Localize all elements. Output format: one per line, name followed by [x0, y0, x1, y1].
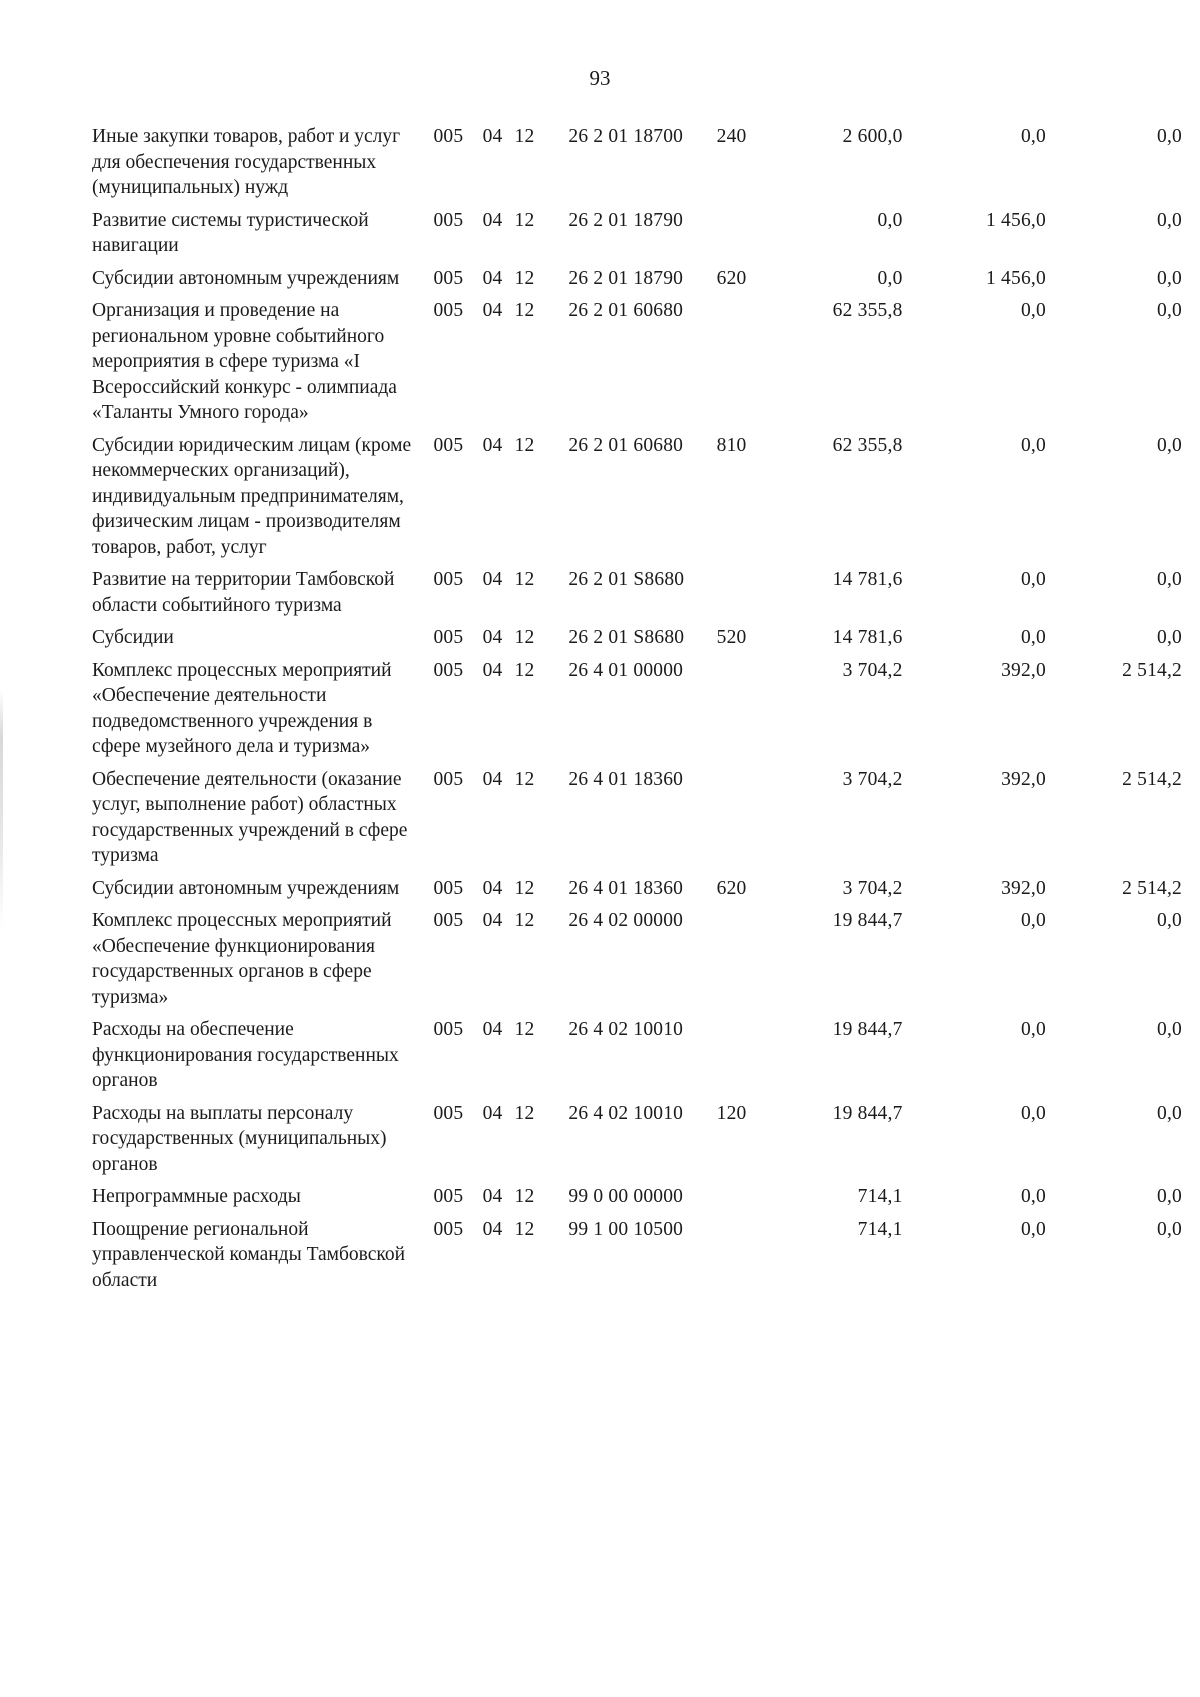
- table-row: [92, 658, 1182, 767]
- ministry-code: 005: [433, 877, 464, 899]
- amount-year-3: 0,0: [1157, 300, 1182, 321]
- target-article-code: 99 0 00 00000: [568, 1186, 684, 1207]
- table-row: [92, 1184, 1182, 1217]
- amount-year-1: 714,1: [857, 1186, 903, 1207]
- target-article-code: 26 2 01 S8680: [568, 627, 685, 648]
- expenditure-name: Расходы на выплаты персоналу государственных (муниципальных) органов: [92, 1102, 387, 1175]
- amount-year-1: 2 600,0: [842, 126, 903, 147]
- amount-year-3: 0,0: [1157, 1218, 1182, 1240]
- amount-year-3: 0,0: [1157, 209, 1182, 231]
- expense-type-code: 810: [716, 434, 747, 456]
- subsection-code: 12: [514, 126, 535, 147]
- expenditure-name: Субсидии юридическим лицам (кроме некоммерческих организаций), индивидуальным предпринимателям, физическим лицам - производителям товаров, работ, услуг: [92, 434, 412, 558]
- table-row: [92, 1101, 1182, 1185]
- subsection-code: 12: [514, 627, 535, 648]
- subsection-code: 12: [514, 569, 535, 590]
- amount-year-3: 2 514,2: [1122, 768, 1182, 790]
- ministry-code: 005: [433, 627, 464, 648]
- expenditure-name: Поощрение региональной управленческой команды Тамбовской области: [92, 1218, 406, 1291]
- target-article-code: 99 1 00 10500: [568, 1218, 684, 1240]
- expense-type-code: 620: [716, 267, 747, 289]
- target-article-code: 26 2 01 60680: [568, 300, 684, 321]
- amount-year-2: 0,0: [1020, 1019, 1046, 1040]
- expenditure-name: Субсидии автономным учреждениям: [92, 877, 400, 899]
- amount-year-1: 3 704,2: [842, 768, 903, 790]
- target-article-code: 26 4 01 18360: [568, 768, 684, 790]
- amount-year-3: 0,0: [1157, 434, 1182, 456]
- ministry-code: 005: [433, 1102, 464, 1124]
- ministry-code: 005: [433, 209, 464, 231]
- expenditure-name: Субсидии автономным учреждениям: [92, 267, 400, 289]
- expenditure-name: Обеспечение деятельности (оказание услуг, выполнение работ) областных государственных учреждений в сфере туризма: [92, 768, 408, 866]
- subsection-code: 12: [514, 267, 535, 289]
- amount-year-2: 0,0: [1020, 1102, 1046, 1124]
- amount-year-2: 1 456,0: [986, 267, 1046, 289]
- table-row: [92, 567, 1182, 625]
- amount-year-2: 0,0: [1020, 910, 1046, 931]
- amount-year-3: 0,0: [1157, 1102, 1182, 1124]
- ministry-code: 005: [433, 659, 464, 681]
- amount-year-2: 392,0: [1001, 768, 1046, 790]
- section-code: 04: [482, 659, 503, 681]
- amount-year-2: 392,0: [1001, 877, 1046, 899]
- section-code: 04: [482, 126, 503, 147]
- amount-year-3: 0,0: [1157, 910, 1182, 931]
- subsection-code: 12: [514, 434, 535, 456]
- expenditure-name: Развитие системы туристической навигации: [92, 209, 369, 256]
- ministry-code: 005: [433, 1186, 464, 1207]
- subsection-code: 12: [514, 300, 535, 321]
- expense-type-code: 520: [716, 627, 747, 648]
- expenditure-name: Непрограммные расходы: [92, 1186, 301, 1207]
- section-code: 04: [482, 300, 503, 321]
- amount-year-3: 2 514,2: [1122, 877, 1182, 899]
- amount-year-3: 0,0: [1157, 1019, 1182, 1040]
- target-article-code: 26 2 01 18790: [568, 267, 684, 289]
- section-code: 04: [482, 569, 503, 590]
- table-row: [92, 1217, 1182, 1301]
- section-code: 04: [482, 910, 503, 931]
- expense-type-code: [717, 1017, 770, 1101]
- amount-year-1: 14 781,6: [832, 569, 903, 590]
- amount-year-3: 0,0: [1157, 569, 1182, 590]
- ministry-code: 005: [433, 267, 464, 289]
- amount-year-1: 62 355,8: [832, 434, 903, 456]
- target-article-code: 26 2 01 S8680: [568, 569, 685, 590]
- amount-year-1: 62 355,8: [832, 300, 903, 321]
- expenditure-name: Организация и проведение на региональном уровне событийного мероприятия в сфере туризма «I Всероссийский конкурс - олимпиада «Таланты Умного города»: [92, 300, 397, 423]
- expenditure-name: Развитие на территории Тамбовской области событийного туризма: [92, 569, 395, 616]
- section-code: 04: [482, 627, 503, 648]
- amount-year-2: 392,0: [1001, 659, 1046, 681]
- amount-year-1: 19 844,7: [832, 910, 903, 931]
- section-code: 04: [482, 434, 503, 456]
- budget-table: [92, 124, 1182, 1300]
- table-row: [92, 266, 1182, 299]
- amount-year-3: 0,0: [1157, 627, 1182, 648]
- target-article-code: 26 4 02 10010: [568, 1102, 684, 1124]
- target-article-code: 26 4 01 00000: [568, 659, 684, 681]
- subsection-code: 12: [514, 1186, 535, 1207]
- budget-table-body: [92, 124, 1182, 1300]
- amount-year-2: 0,0: [1020, 1218, 1046, 1240]
- amount-year-2: 0,0: [1020, 627, 1046, 648]
- table-row: [92, 298, 1182, 433]
- expenditure-name: Комплекс процессных мероприятий «Обеспечение функционирования государственных органов в сфере туризма»: [92, 910, 392, 1008]
- amount-year-1: 714,1: [857, 1218, 903, 1240]
- expense-type-code: [717, 208, 770, 266]
- amount-year-2: 0,0: [1020, 569, 1046, 590]
- amount-year-3: 0,0: [1157, 126, 1182, 147]
- table-row: [92, 1017, 1182, 1101]
- expenditure-name: Расходы на обеспечение функционирования государственных органов: [92, 1019, 399, 1091]
- ministry-code: 005: [433, 300, 464, 321]
- amount-year-1: 0,0: [877, 209, 903, 231]
- page-number: 93: [589, 66, 611, 90]
- amount-year-2: 0,0: [1020, 300, 1046, 321]
- subsection-code: 12: [514, 1102, 535, 1124]
- amount-year-1: 3 704,2: [842, 659, 903, 681]
- amount-year-3: 2 514,2: [1122, 659, 1182, 681]
- section-code: 04: [482, 209, 503, 231]
- section-code: 04: [482, 1019, 503, 1040]
- subsection-code: 12: [514, 659, 535, 681]
- ministry-code: 005: [433, 768, 464, 790]
- amount-year-2: 0,0: [1020, 126, 1046, 147]
- target-article-code: 26 2 01 60680: [568, 434, 684, 456]
- ministry-code: 005: [433, 910, 464, 931]
- amount-year-2: 0,0: [1020, 1186, 1046, 1207]
- section-code: 04: [482, 877, 503, 899]
- amount-year-1: 0,0: [877, 267, 903, 289]
- expense-type-code: 240: [716, 126, 747, 147]
- subsection-code: 12: [514, 768, 535, 790]
- amount-year-2: 1 456,0: [986, 209, 1046, 231]
- subsection-code: 12: [514, 877, 535, 899]
- table-row: [92, 208, 1182, 266]
- ministry-code: 005: [433, 126, 464, 147]
- target-article-code: 26 4 02 00000: [568, 910, 684, 931]
- ministry-code: 005: [433, 569, 464, 590]
- expenditure-name: Субсидии: [92, 627, 174, 648]
- expense-type-code: 120: [716, 1102, 747, 1124]
- table-row: [92, 876, 1182, 909]
- amount-year-1: 19 844,7: [832, 1019, 903, 1040]
- subsection-code: 12: [514, 1218, 535, 1240]
- ministry-code: 005: [433, 434, 464, 456]
- target-article-code: 26 4 01 18360: [568, 877, 684, 899]
- table-row: [92, 625, 1182, 658]
- section-code: 04: [482, 768, 503, 790]
- amount-year-1: 14 781,6: [832, 627, 903, 648]
- expense-type-code: [717, 767, 770, 876]
- table-row: [92, 124, 1182, 208]
- expense-type-code: [717, 1184, 770, 1217]
- amount-year-3: 0,0: [1157, 267, 1182, 289]
- amount-year-3: 0,0: [1157, 1186, 1182, 1207]
- expense-type-code: [717, 1217, 770, 1301]
- expenditure-name: Иные закупки товаров, работ и услуг для обеспечения государственных (муниципальных) нужд: [92, 126, 401, 198]
- ministry-code: 005: [433, 1218, 464, 1240]
- expense-type-code: [717, 567, 770, 625]
- expense-type-code: 620: [716, 877, 747, 899]
- subsection-code: 12: [514, 910, 535, 931]
- expense-type-code: [717, 298, 770, 433]
- amount-year-2: 0,0: [1020, 434, 1046, 456]
- expense-type-code: [717, 908, 770, 1017]
- expenditure-name: Комплекс процессных мероприятий «Обеспечение деятельности подведомственного учреждения в сфере музейного дела и туризма»: [92, 659, 392, 757]
- target-article-code: 26 2 01 18790: [568, 209, 684, 231]
- section-code: 04: [482, 1186, 503, 1207]
- table-row: [92, 908, 1182, 1017]
- amount-year-1: 19 844,7: [832, 1102, 903, 1124]
- target-article-code: 26 2 01 18700: [568, 126, 684, 147]
- subsection-code: 12: [514, 209, 535, 231]
- table-row: [92, 433, 1182, 568]
- ministry-code: 005: [433, 1019, 464, 1040]
- amount-year-1: 3 704,2: [842, 877, 903, 899]
- target-article-code: 26 4 02 10010: [568, 1019, 684, 1040]
- table-row: [92, 767, 1182, 876]
- scan-edge-artifact: [0, 690, 3, 930]
- section-code: 04: [482, 1218, 503, 1240]
- section-code: 04: [482, 1102, 503, 1124]
- expense-type-code: [717, 658, 770, 767]
- section-code: 04: [482, 267, 503, 289]
- subsection-code: 12: [514, 1019, 535, 1040]
